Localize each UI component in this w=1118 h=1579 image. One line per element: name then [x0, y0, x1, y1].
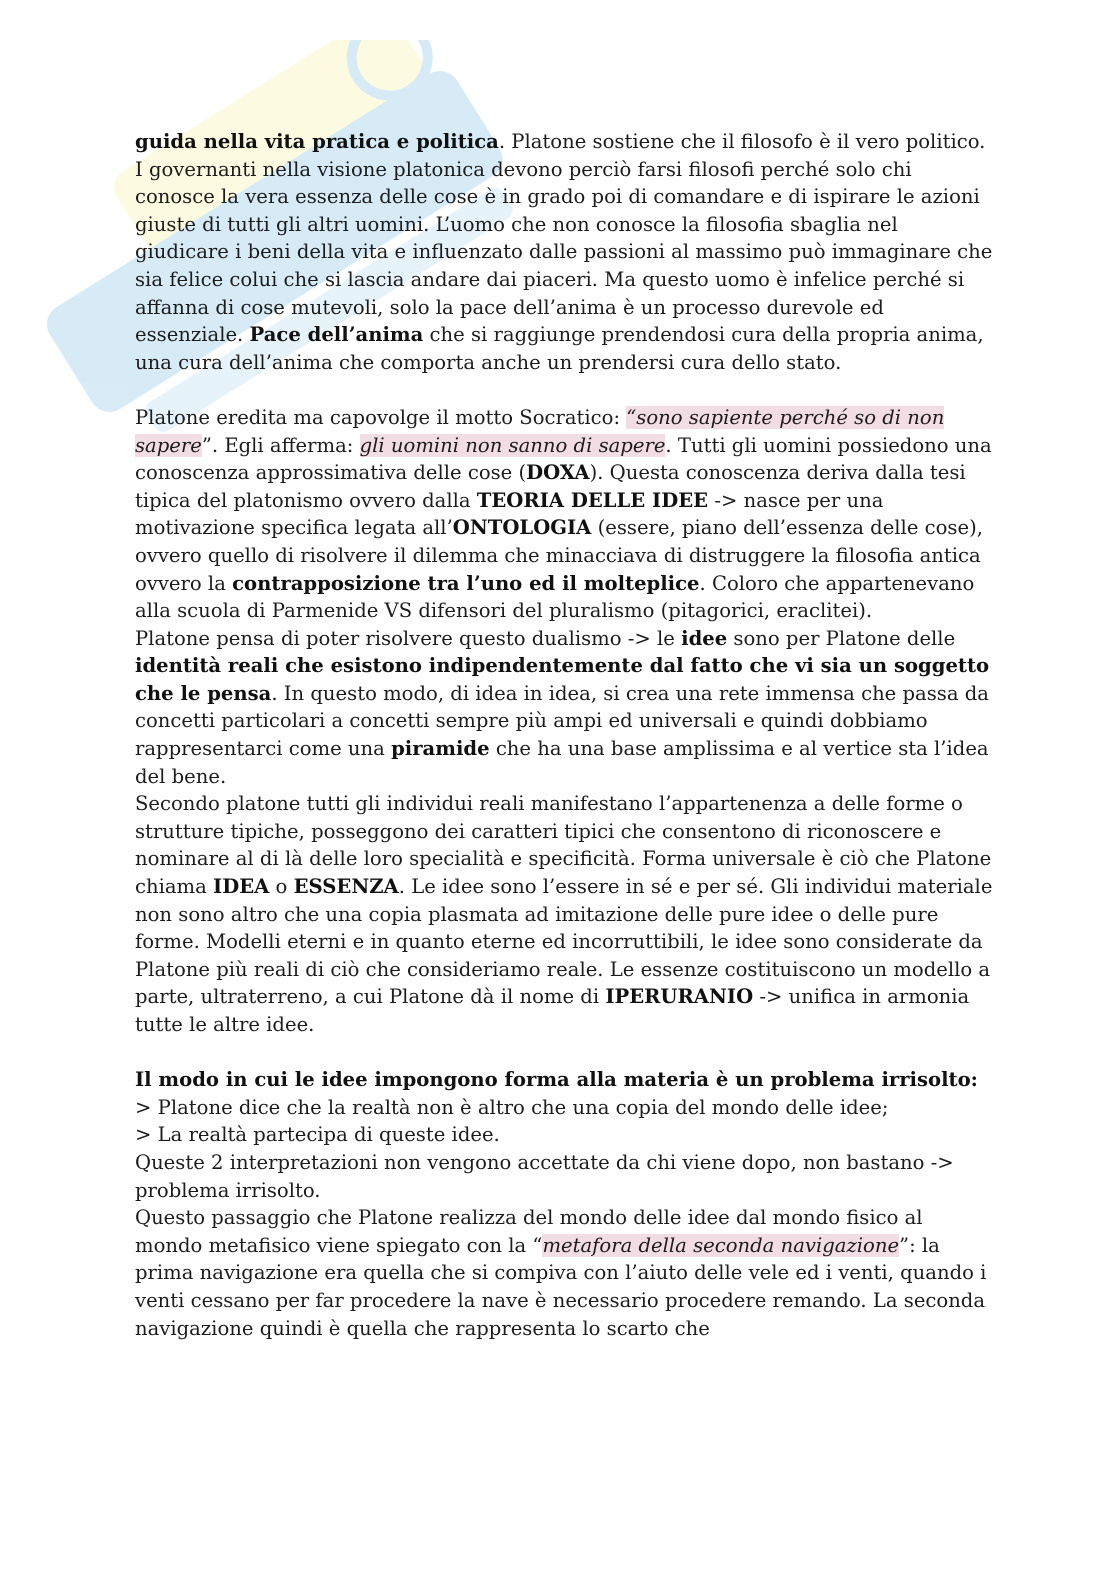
bold-phrase: contrapposizione tra l’uno ed il molteplice — [232, 571, 700, 595]
text-run: ). Questa conoscenza deriva dalla tesi tipica del platonismo ovvero dalla — [135, 461, 966, 512]
paragraph-spacer — [135, 376, 995, 404]
bold-term: ONTOLOGIA — [452, 516, 592, 540]
bold-term: IDEA — [213, 875, 270, 899]
bold-term: IPERURANIO — [605, 985, 754, 1009]
highlighted-phrase: metafora della seconda navigazione — [542, 1233, 900, 1257]
paragraph-4 — [135, 790, 995, 1038]
document-page — [135, 128, 995, 1342]
text-run: . Coloro che appartenevano alla scuola di Parmenide VS difensori del pluralismo (pitagorici, eraclitei). — [135, 571, 975, 623]
watermark-emblem — [337, 40, 442, 110]
bold-phrase: identità reali che esistono indipendentemente dal fatto che vi sia un soggetto che le pensa — [135, 654, 990, 705]
bold-term: idee — [681, 626, 728, 650]
bold-phrase: guida nella vita pratica e politica — [135, 130, 499, 153]
text-run: -> unifica in armonia tutte le altre idee. — [135, 985, 970, 1036]
paragraph-2 — [135, 404, 995, 625]
text-run: -> nasce per una motivazione specifica legata all’ — [135, 488, 884, 540]
text-run: Platone pensa di poter risolvere questo dualismo -> le — [135, 626, 682, 650]
text-run: che ha una base amplissima e al vertice sta l’idea del bene. — [135, 737, 989, 788]
text-run: (essere, piano dell’essenza delle cose), ovvero quello di risolvere il dilemma che minacciava di distruggere la filosofia antica ovvero la — [135, 516, 983, 595]
bold-term: DOXA — [526, 461, 590, 485]
text-run: Platone eredita ma capovolge il motto Socratico: — [135, 405, 627, 429]
section-heading: Il modo in cui le idee impongono forma alla materia è un problema irrisolto: — [135, 1068, 978, 1092]
text-run: . Tutti gli uomini possiedono una conoscenza approssimativa delle cose ( — [135, 433, 992, 485]
text-run: che si raggiunge prendendosi cura della propria anima, una cura dell’anima che comporta anche un prendersi cura dello stato. — [135, 323, 984, 374]
bold-term: ESSENZA — [293, 875, 399, 899]
bold-phrase: Pace dell’anima — [249, 323, 424, 347]
highlighted-phrase: gli uomini non sanno di sapere — [359, 433, 666, 457]
text-run: sono per Platone delle — [727, 626, 956, 650]
text-run: . Platone sostiene che il filosofo è il vero politico. I governanti nella visione platonica devono perciò farsi filosofi perché solo chi conosce la vera essenza delle cose è in grado poi di comandare e di ispirare le azioni giuste di tutti gli altri uomini. L’uomo che non conosce la filosofia sbaglia nel giudicare i beni della vita e influenzato dalle passioni al massimo può immaginare che sia felice colui che si lascia andare dai piaceri. Ma questo uomo è infelice perché si affanna di cose mutevoli, solo la pace dell’anima è un processo durevole ed essenziale. — [135, 130, 993, 347]
paragraph-5: Queste 2 interpretazioni non vengono accettate da chi viene dopo, non bastano -> problema irrisolto. — [135, 1150, 954, 1202]
paragraph-spacer — [135, 1039, 995, 1067]
text-run: Secondo platone tutti gli individui reali manifestano l’appartenenza a delle forme o strutture tipiche, posseggono dei caratteri tipici che consentono di riconoscere e nominare al di là delle loro specialità e specificità. Forma universale è ciò che Platone chiama — [135, 792, 992, 899]
bold-term: piramide — [391, 737, 490, 761]
paragraph-6 — [135, 1204, 995, 1342]
text-run: ”: la prima navigazione era quella che si compiva con l’aiuto delle vele ed i venti, quando i venti cessano per far procedere la nave è necessario procedere remando. La seconda navigazione quindi è quella che rappresenta lo scarto che — [135, 1233, 987, 1340]
list-item: > La realtà partecipa di queste idee. — [135, 1123, 500, 1147]
text-run: . In questo modo, di idea in idea, si crea una rete immensa che passa da concetti particolari a concetti sempre più ampi ed universali e quindi dobbiamo rappresentarci come una — [135, 681, 989, 761]
text-run: o — [269, 875, 294, 899]
list-item: > Platone dice che la realtà non è altro che una copia del mondo delle idee; — [135, 1095, 889, 1119]
highlighted-quote: “sono sapiente perché so di non sapere — [135, 405, 945, 457]
paragraph-3 — [135, 625, 995, 791]
bold-term: TEORIA DELLE IDEE — [476, 488, 709, 512]
text-run: . Le idee sono l’essere in sé e per sé. Gli individui materiale non sono altro che una copia plasmata ad imitazione delle pure idee o delle pure forme. Modelli eterni e in quanto eterne ed incorruttibili, le idee sono considerate da Platone più reali di ciò che consideriamo reale. Le essenze costituiscono un modello a parte, ultraterreno, a cui Platone dà il nome di — [135, 875, 993, 1009]
paragraph-1 — [135, 128, 995, 376]
text-run: ”. Egli afferma: — [201, 433, 360, 457]
text-run: Questo passaggio che Platone realizza del mondo delle idee dal mondo fisico al mondo metafisico viene spiegato con la “ — [135, 1206, 923, 1257]
